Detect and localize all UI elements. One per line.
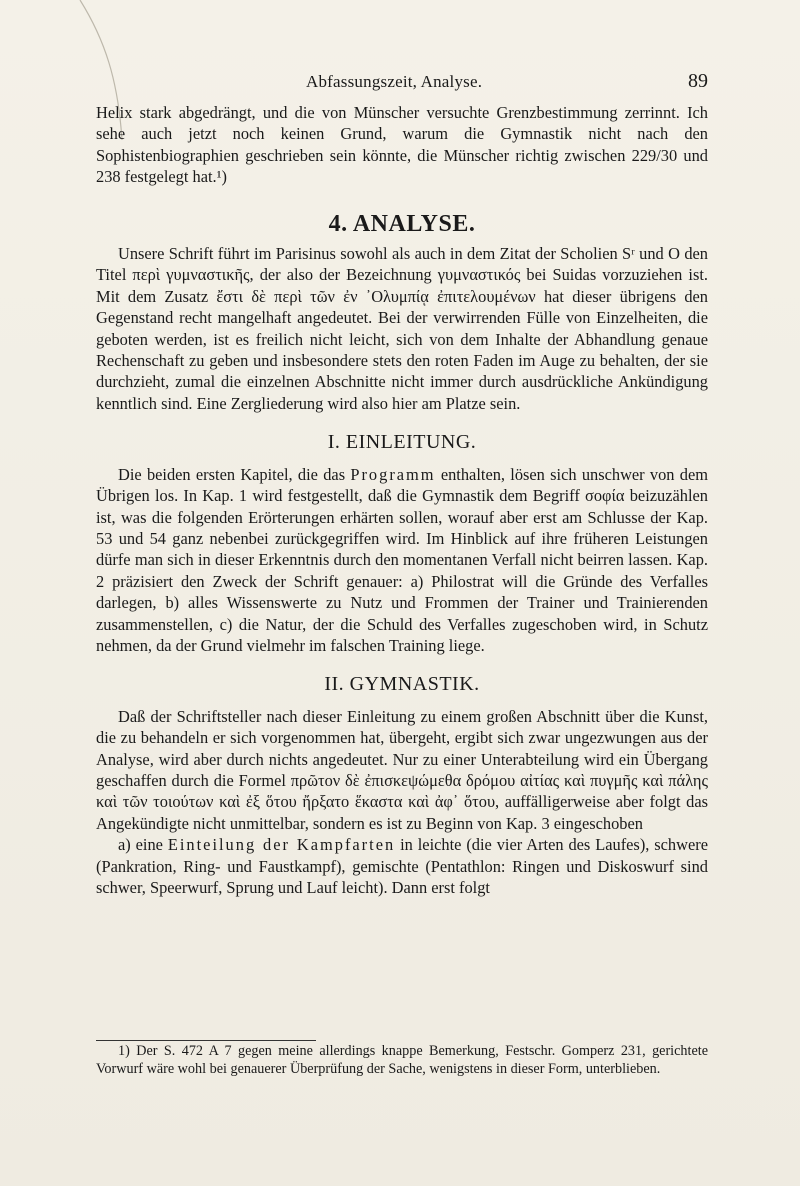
footnotes [96,1042,708,1078]
paragraph-3: Die beiden ersten Kapitel, die das Programm enthalten, lösen sich unschwer von dem Übrigen los. In Kap. 1 wird festgestellt, daß die Gymnastik dem Begriff σοφία beizuzählen ist, was die folgenden Erörterungen erhärten sollen, worauf aber erst am Schlusse der Kap. 53 und 54 ganz nebenbei zurückgegriffen wird. Im Hinblick auf ihre früheren Leistungen dürfe man sich in dieser Erkenntnis durch den momentanen Verfall nicht beirren lassen. Kap. 2 präzisiert den Zweck der Schrift genauer: a) Philostrat will die Gründe des Verfalles darlegen, b) alles Wissenswerte zu Nutz und Frommen der Trainer und Trainierenden zusammenstellen, c) die Natur, der die Schuld des Verfalles zugeschoben wird, in Schutz nehmen, da der Grund vielmehr im falschen Training liege. [96,464,708,655]
spaced-emphasis: Einteilung der Kampfarten [167,835,396,855]
spaced-emphasis: Programm [350,464,436,484]
paragraph-5: a) eine Einteilung der Kampfarten in leichte (die vier Arten des Laufes), schwere (Pankration, Ring- und Faustkampf), gemischte (Pentathlon: Ringen und Diskoswurf sind schwer, Speerwurf, Sprung und Lauf leicht). Dann erst folgt [96,835,708,897]
paragraph-4: Daß der Schriftsteller nach dieser Einleitung zu einem großen Abschnitt über die Kunst, die zu behandeln er sich vorgenommen hat, übergeht, ergibt sich zwar ungezwungen aus der Analyse, wird aber durch nichts angedeutet. Nur zu einer Unterabteilung wird ein Übergang geschaffen durch die Formel πρῶτον δὲ ἐπισκεψώμεθα δρόμου αἰτίας καὶ πυγμῆς καὶ πάλης καὶ τῶν τοιούτων καὶ ἐξ ὅτου ἤρξατο ἕκαστα καὶ ἀφ᾿ ὅτου, auffälligerweise aber folgt das Angekündigte nicht unmittelbar, sondern es ist zu Beginn von Kap. 3 eingeschoben [96,706,708,833]
running-header [96,72,708,96]
footnote-1: 1) Der S. 472 A 7 gegen meine allerdings knappe Bemerkung, Festschr. Gomperz 231, gerichtete Vorwurf wäre wohl bei genauerer Überprüfung der Sache, wenigstens in dieser Form, unterblieben. [96,1043,708,1077]
section-heading-gymnastik: II. GYMNASTIK. [324,673,480,696]
main-text [96,102,708,898]
paragraph-1: Helix stark abgedrängt, und die von Münscher versuchte Grenzbestimmung zerrinnt. Ich sehe auch jetzt noch keinen Grund, warum die Gymnastik nicht nach den Sophistenbiographien geschrieben sein könnte, die Münscher richtig zwischen 229/30 und 238 festgelegt hat.¹) [96,103,708,187]
page-number: 89 [688,70,708,92]
footnote-rule [96,1040,316,1041]
section-heading-einleitung: I. EINLEITUNG. [327,431,477,454]
paragraph-2: Unsere Schrift führt im Parisinus sowohl als auch in dem Zitat der Scholien Sʳ und O den Titel περὶ γυμναστικῆς, der also der Bezeichnung γυμναστικός bei Suidas vorzuziehen ist. Mit dem Zusatz ἔστι δὲ περὶ τῶν ἐν ᾿Ολυμπίᾳ ἐπιτελουμένων hat dieser übrigens den Gegenstand recht mangelhaft angedeutet. Bei der verwirrenden Fülle von Einzelheiten, die geboten werden, ist es freilich nicht leicht, sich von dem Inhalte der Abhandlung genaue Rechenschaft zu geben und insbesondere stets den roten Faden im Auge zu behalten, der sie durchzieht, zumal die einzelnen Abschnitte nicht immer durch ausdrückliche Ankündigung kenntlich sind. Eine Zergliederung wird also hier am Platze sein. [96,244,708,413]
section-heading-analyse: 4. ANALYSE. [328,210,476,237]
running-title: Abfassungszeit, Analyse. [306,72,483,91]
